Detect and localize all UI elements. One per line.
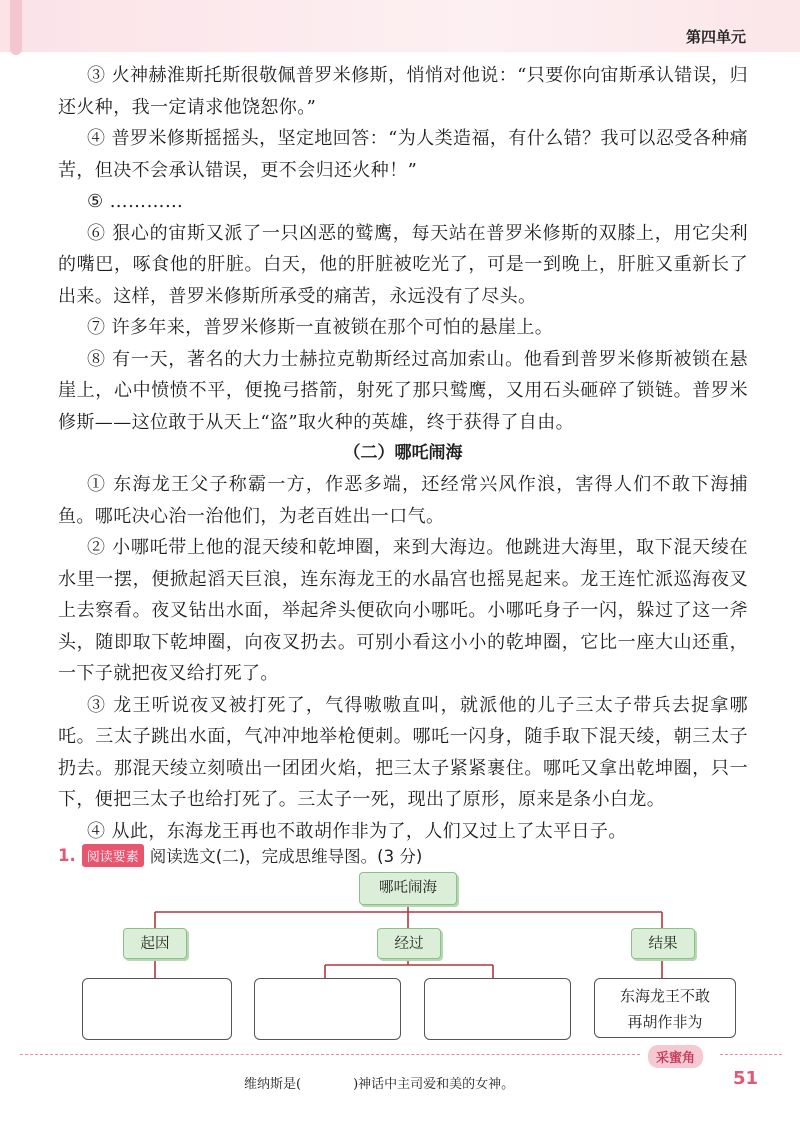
footer-badge: 采蜜角: [648, 1045, 703, 1068]
footer-divider: [720, 1054, 782, 1055]
footer-divider: [20, 1054, 640, 1055]
mindmap-cause: 起因: [123, 928, 187, 959]
answer-line: 东海龙王不敢: [619, 987, 710, 1005]
paragraph: ⑧ 有一天，著名的大力士赫拉克勒斯经过高加索山。他看到普罗米修斯被锁在悬崖上，心中愤愤不平，便挽弓搭箭，射死了那只鹫鹰，又用石头砸碎了锁链。普罗米修斯——这位敢于从天上“盗”取火种的英雄，终于获得了自由。: [58, 348, 748, 433]
paragraph: ② 小哪吒带上他的混天绫和乾坤圈，来到大海边。他跳进大海里，取下混天绫在水里一摆，便掀起滔天巨浪，连东海龙王的水晶宫也摇晃起来。龙王连忙派巡海夜叉上去察看。夜叉钻出水面，举起斧头便砍向小哪吒。小哪吒身子一闪，躲过了这一斧头，随即取下乾坤圈，向夜叉扔去。可别小看这小小的乾坤圈，它比一座大山还重，一下子就把夜叉给打死了。: [58, 537, 748, 684]
paragraph: ⑦ 许多年来，普罗米修斯一直被锁在那个可怕的悬崖上。: [87, 317, 554, 338]
paragraph: ④ 从此，东海龙王再也不敢胡作非为了，人们又过上了太平日子。: [87, 820, 627, 842]
answer-box-process-2[interactable]: [424, 978, 571, 1040]
question-number: 1.: [58, 845, 76, 865]
mindmap-process: 经过: [377, 928, 441, 959]
reading-passage: [58, 60, 748, 847]
answer-box-process-1[interactable]: [254, 978, 401, 1040]
page-edge-tab: [10, 0, 22, 55]
page-number: 51: [733, 1068, 759, 1089]
answer-box-result[interactable]: [594, 978, 736, 1038]
answer-box-cause[interactable]: [82, 978, 232, 1040]
paragraph: ④ 普罗米修斯摇摇头，坚定地回答：“为人类造福，有什么错？我可以忍受各种痛苦，但决不会承认错误，更不会归还火种！”: [58, 128, 748, 181]
header-band: [0, 0, 800, 52]
answer-line: 再胡作非为: [627, 1013, 703, 1031]
paragraph: ③ 火神赫淮斯托斯很敬佩普罗米修斯，悄悄对他说：“只要你向宙斯承认错误，归还火种，我一定请求他饶恕你。”: [58, 65, 748, 118]
paragraph: ⑤ …………: [87, 191, 184, 212]
question: [58, 843, 422, 867]
paragraph: ① 东海龙王父子称霸一方，作恶多端，还经常兴风作浪，害得人们不敢下海捕鱼。哪吒决心治一治他们，为老百姓出一口气。: [58, 474, 748, 527]
question-text: 阅读选文(二)，完成思维导图。(3 分): [149, 847, 423, 866]
question-tag: 阅读要素: [82, 844, 144, 867]
paragraph: ③ 龙王听说夜叉被打死了，气得嗷嗷直叫，就派他的儿子三太子带兵去捉拿哪吒。三太子跳出水面，气冲冲地举枪便刺。哪吒一闪身，随手取下混天绫，朝三太子扔去。那混天绫立刻喷出一团团火焰，把三太子紧紧裹住。哪吒又拿出乾坤圈，只一下，便把三太子也给打死了。三太子一死，现出了原形，原来是条小白龙。: [58, 694, 748, 810]
mindmap-result: 结果: [631, 928, 695, 959]
mindmap-root: 哪吒闹海: [359, 872, 457, 905]
unit-label: 第四单元: [685, 28, 746, 46]
paragraph: ⑥ 狠心的宙斯又派了一只凶恶的鹫鹰，每天站在普罗米修斯的双膝上，用它尖利的嘴巴，啄食他的肝脏。白天，他的肝脏被吃光了，可是一到晚上，肝脏又重新长了出来。这样，普罗米修斯所承受的痛苦，永远没有了尽头。: [58, 222, 748, 307]
story-title: （二）哪吒闹海: [343, 443, 463, 463]
footer-note: 维纳斯是( )神话中主司爱和美的女神。: [244, 1077, 515, 1092]
